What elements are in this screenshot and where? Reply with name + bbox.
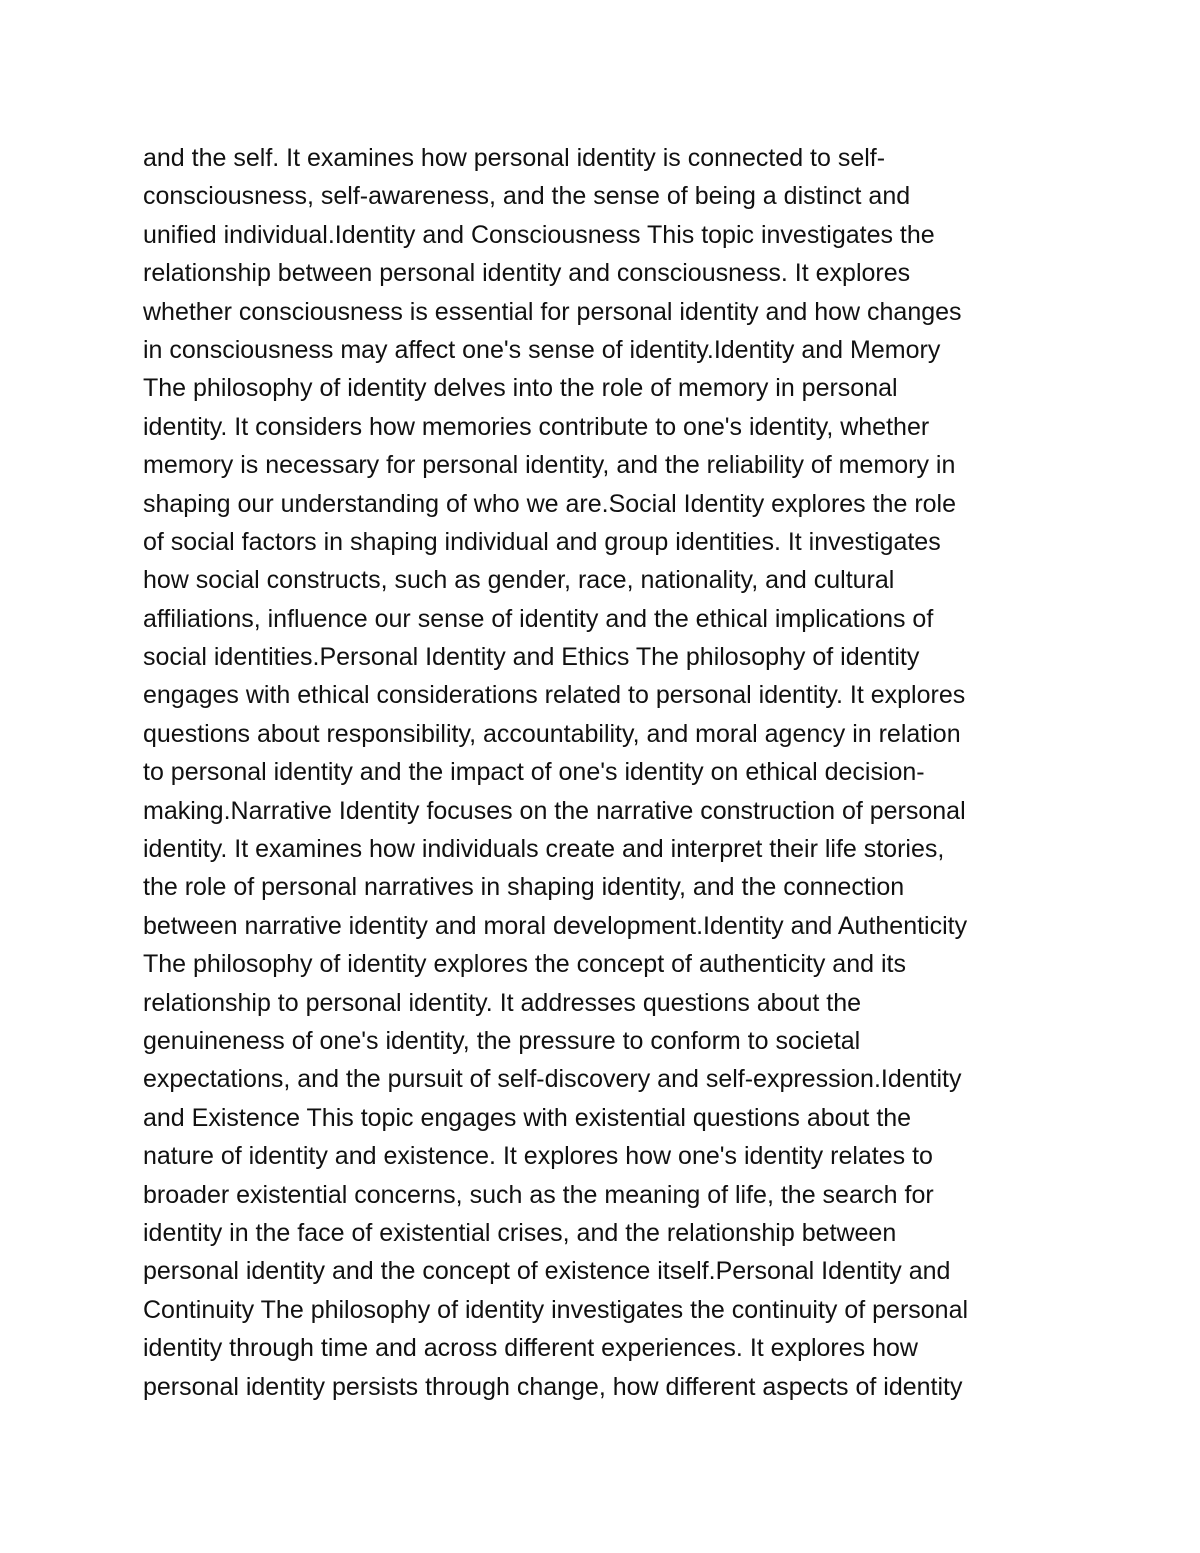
text-line: relationship to personal identity. It addresses questions about the xyxy=(143,988,862,1017)
text-line: and Existence This topic engages with existential questions about the xyxy=(143,1103,912,1132)
text-line: questions about responsibility, accountability, and moral agency in relation xyxy=(143,719,961,748)
text-line: between narrative identity and moral development.Identity and Authenticity xyxy=(143,911,968,940)
text-line: consciousness, self-awareness, and the sense of being a distinct and xyxy=(143,182,911,211)
text-line: affiliations, influence our sense of identity and the ethical implications of xyxy=(143,604,934,633)
body-text xyxy=(143,139,1073,1406)
text-line: unified individual.Identity and Consciousness This topic investigates the xyxy=(143,220,935,249)
text-line: in consciousness may affect one's sense of identity.Identity and Memory xyxy=(143,335,941,364)
text-line: the role of personal narratives in shaping identity, and the connection xyxy=(143,873,905,902)
text-line: relationship between personal identity and consciousness. It explores xyxy=(143,259,911,288)
text-line: nature of identity and existence. It explores how one's identity relates to xyxy=(143,1142,933,1171)
text-line: whether consciousness is essential for personal identity and how changes xyxy=(143,297,962,326)
text-line: The philosophy of identity delves into the role of memory in personal xyxy=(143,374,898,403)
text-line: how social constructs, such as gender, race, nationality, and cultural xyxy=(143,566,895,595)
text-line: memory is necessary for personal identity, and the reliability of memory in xyxy=(143,451,956,480)
text-line: personal identity persists through change, how different aspects of identity xyxy=(143,1372,963,1401)
text-line: identity. It considers how memories contribute to one's identity, whether xyxy=(143,412,930,441)
text-line: identity through time and across different experiences. It explores how xyxy=(143,1334,918,1363)
text-line: personal identity and the concept of existence itself.Personal Identity and xyxy=(143,1257,951,1286)
text-line: and the self. It examines how personal identity is connected to self- xyxy=(143,144,886,172)
text-line: of social factors in shaping individual and group identities. It investigates xyxy=(143,527,941,556)
text-line: broader existential concerns, such as the meaning of life, the search for xyxy=(143,1180,934,1209)
text-line: Continuity The philosophy of identity investigates the continuity of personal xyxy=(143,1295,969,1324)
text-line: identity. It examines how individuals create and interpret their life stories, xyxy=(143,835,945,864)
text-line: making.Narrative Identity focuses on the narrative construction of personal xyxy=(143,796,966,825)
text-line: social identities.Personal Identity and Ethics The philosophy of identity xyxy=(143,643,920,672)
text-line: identity in the face of existential crises, and the relationship between xyxy=(143,1218,897,1247)
text-line: shaping our understanding of who we are.Social Identity explores the role xyxy=(143,489,957,518)
text-line: The philosophy of identity explores the concept of authenticity and its xyxy=(143,950,906,979)
text-line: engages with ethical considerations related to personal identity. It explores xyxy=(143,681,966,710)
text-line: expectations, and the pursuit of self-discovery and self-expression.Identity xyxy=(143,1065,962,1094)
text-line: genuineness of one's identity, the pressure to conform to societal xyxy=(143,1026,861,1055)
text-line: to personal identity and the impact of one's identity on ethical decision- xyxy=(143,758,925,787)
